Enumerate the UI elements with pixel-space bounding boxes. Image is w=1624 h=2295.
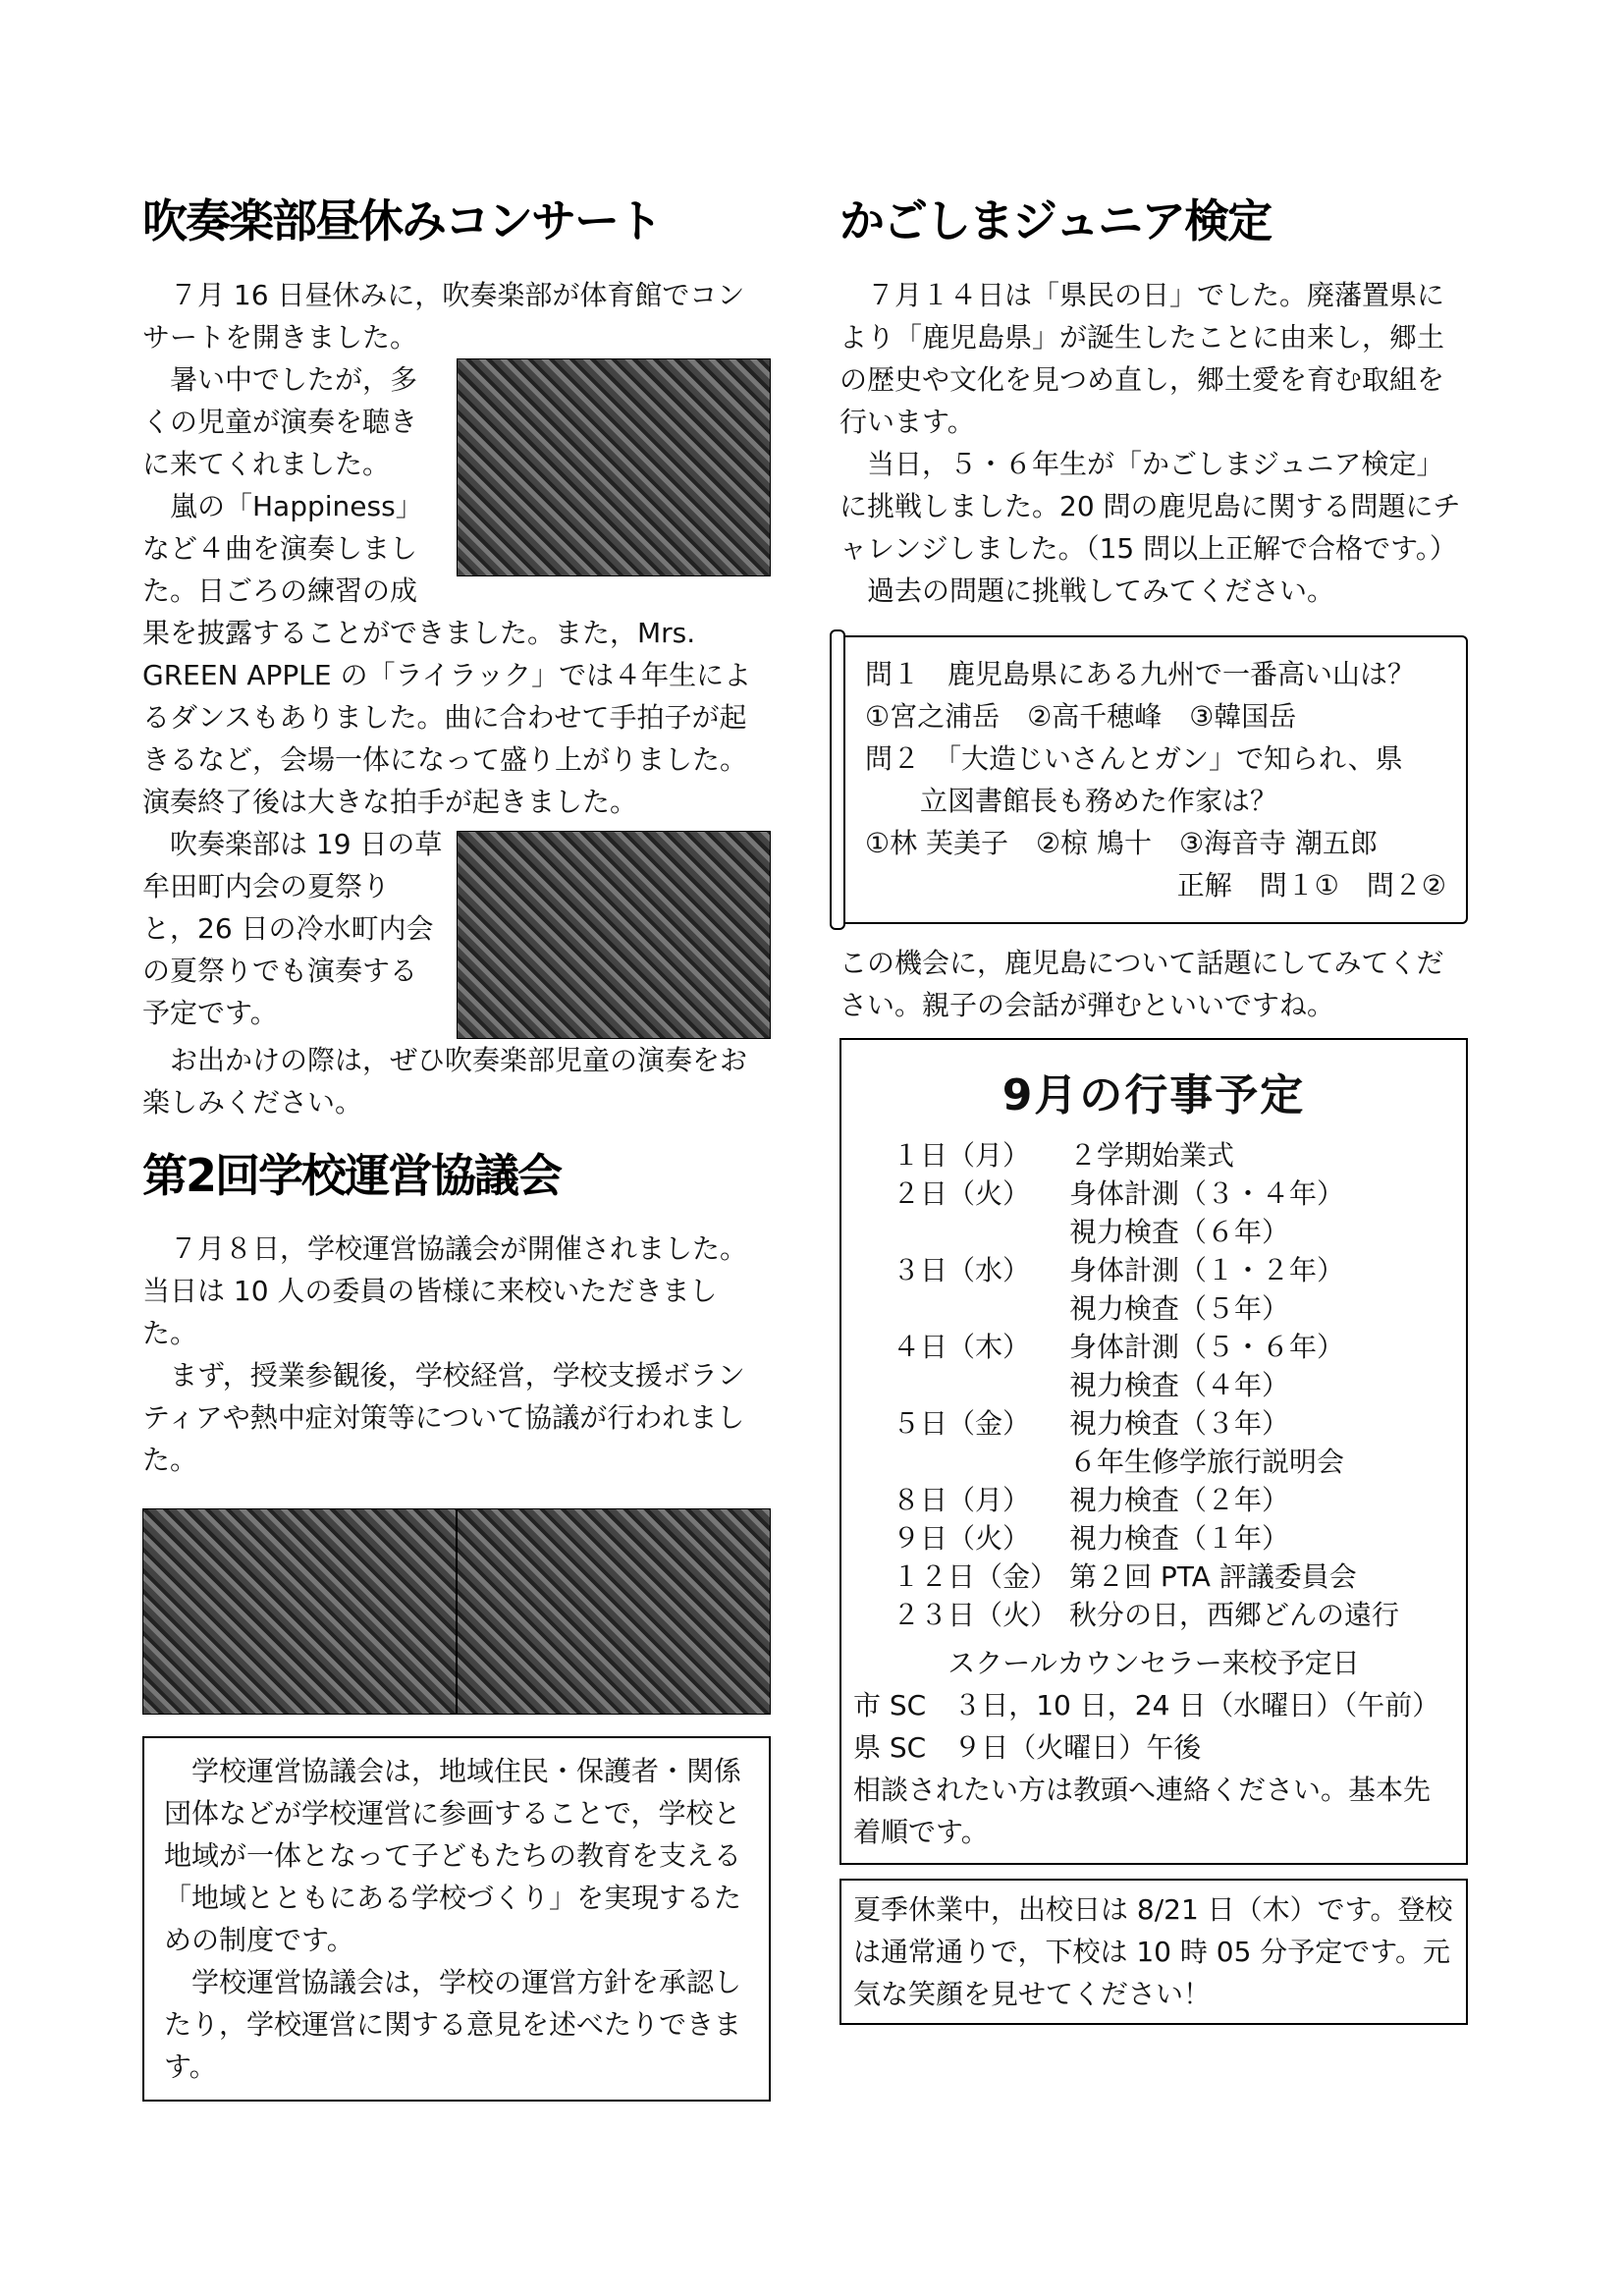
summer-box — [839, 1879, 1468, 2025]
junior-body — [839, 274, 1468, 612]
quiz-q2-options: ①林 芙美子 ②椋 鳩十 ③海音寺 潮五郎 — [865, 826, 1379, 859]
schedule-row — [853, 1519, 1454, 1557]
schedule-list — [853, 1136, 1454, 1634]
schedule-title: 9月の行事予定 — [1001, 1069, 1306, 1120]
junior-title: かごしまジュニア検定 — [839, 194, 1272, 247]
council-info-box — [142, 1736, 771, 2102]
quiz-q2-cont: 立図書館長も務めた作家は？ — [920, 784, 1278, 817]
council-photo-1 — [142, 1508, 457, 1715]
schedule-row — [853, 1557, 1454, 1596]
schedule-row — [853, 1366, 1454, 1404]
schedule-row — [853, 1175, 1454, 1213]
schedule-event: 身体計測（１・２年） — [1069, 1253, 1345, 1286]
schedule-row — [853, 1443, 1454, 1481]
council-photos — [142, 1508, 771, 1715]
sc-city: 市 SC ３日，10 日，24 日（水曜日）（午前） — [853, 1688, 1440, 1721]
concert-p2: 暑い中でしたが，多くの児童が演奏を聴きに来てくれました。 — [142, 362, 418, 480]
concert-photo-2 — [457, 831, 771, 1039]
summer-note: 夏季休業中，出校日は 8/21 日（木）です。登校は通常通りで，下校は 10 時 05 分予定です。元気な笑顔を見せてください！ — [853, 1892, 1453, 2010]
left-column — [142, 196, 771, 2102]
quiz-q2: 問２ 「大造じいさんとガン」で知られ、県 — [865, 741, 1403, 775]
sc-pref: 県 SC ９日（火曜日）午後 — [853, 1730, 1202, 1764]
schedule-event: 視力検査（１年） — [1069, 1521, 1290, 1555]
schedule-event: ２学期始業式 — [1069, 1138, 1235, 1172]
schedule-day: ２３日（火） — [893, 1598, 1058, 1631]
concert-photo-1 — [457, 358, 771, 576]
concert-p1: ７月 16 日昼休みに，吹奏楽部が体育館でコンサートを開きました。 — [142, 278, 745, 354]
sc-note: 相談されたい方は教頭へ連絡ください。基本先着順です。 — [853, 1773, 1432, 1848]
schedule-row — [853, 1251, 1454, 1289]
schedule-day — [853, 1289, 1069, 1328]
concert-title: 吹奏楽部昼休みコンサート — [142, 194, 661, 247]
quiz-box — [839, 635, 1468, 924]
schedule-row — [853, 1404, 1454, 1443]
schedule-event: 視力検査（５年） — [1069, 1291, 1290, 1325]
schedule-row — [853, 1213, 1454, 1251]
quiz-q1: 問１ 鹿児島県にある九州で一番高い山は？ — [865, 657, 1416, 690]
junior-p3: 過去の問題に挑戦してみてください。 — [867, 574, 1335, 607]
schedule-event: 視力検査（２年） — [1069, 1483, 1290, 1516]
schedule-event: ６年生修学旅行説明会 — [1069, 1445, 1345, 1478]
schedule-day: １２日（金） — [893, 1559, 1058, 1593]
concert-p3: 嵐の「Happiness」など４曲を演奏しました。日ごろの練習の成果を披露することができました。また，Mrs. GREEN APPLE の「ライラック」では４年生によるダンスもありました。曲に合わせて手拍子が起きるなど，会場一体になって盛り上がりました。演奏終了後は大きな拍手が起きました。 — [142, 489, 752, 818]
schedule-day: ３日（水） — [893, 1253, 1031, 1286]
quiz-q1-options: ①宮之浦岳 ②高千穂峰 ③韓国岳 — [865, 699, 1297, 733]
schedule-row — [853, 1596, 1454, 1634]
schedule-event: 身体計測（３・４年） — [1069, 1176, 1345, 1210]
schedule-day — [853, 1443, 1069, 1481]
schedule-row — [853, 1328, 1454, 1366]
council-title: 第2回学校運営協議会 — [142, 1148, 562, 1202]
schedule-row — [853, 1481, 1454, 1519]
schedule-day: ４日（木） — [893, 1330, 1031, 1363]
concert-body — [142, 274, 771, 1123]
right-column — [839, 196, 1468, 2025]
junior-p2: 当日，５・６年生が「かごしまジュニア検定」に挑戦しました。20 問の鹿児島に関する問題にチャレンジしました。（15 問以上正解で合格です。） — [839, 447, 1461, 565]
schedule-day — [853, 1213, 1069, 1251]
schedule-box — [839, 1038, 1468, 1865]
schedule-event: 視力検査（６年） — [1069, 1215, 1290, 1248]
sc-title: スクールカウンセラー来校予定日 — [947, 1646, 1360, 1679]
council-photo-2 — [457, 1508, 771, 1715]
schedule-day: ９日（火） — [893, 1521, 1031, 1555]
schedule-row — [853, 1136, 1454, 1175]
council-p1: ７月８日，学校運営協議会が開催されました。当日は 10 人の委員の皆様に来校いただきました。 — [142, 1232, 748, 1350]
schedule-event: 第２回 PTA 評議委員会 — [1069, 1559, 1357, 1593]
schedule-event: 視力検査（４年） — [1069, 1368, 1290, 1401]
schedule-day: １日（月） — [893, 1138, 1031, 1172]
schedule-event: 身体計測（５・６年） — [1069, 1330, 1345, 1363]
schedule-day: ２日（火） — [893, 1176, 1031, 1210]
concert-p4: 吹奏楽部は 19 日の草牟田町内会の夏祭りと，26 日の冷水町内会の夏祭りでも演奏する予定です。 — [142, 827, 443, 1029]
council-p2: まず，授業参観後，学校経営，学校支援ボランティアや熱中症対策等について協議が行われました。 — [142, 1359, 745, 1477]
council-box-p2: 学校運営協議会は，学校の運営方針を承認したり，学校運営に関する意見を述べたりできます。 — [164, 1966, 742, 2084]
council-body — [142, 1228, 771, 1481]
junior-p1: ７月１４日は「県民の日」でした。廃藩置県により「鹿児島県」が誕生したことに由来し，郷土の歴史や文化を見つめ直し，郷土愛を育む取組を行います。 — [839, 278, 1445, 438]
schedule-event: 視力検査（３年） — [1069, 1406, 1290, 1440]
council-box-p1: 学校運営協議会は，地域住民・保護者・関係団体などが学校運営に参画することで，学校と地域が一体となって子どもたちの教育を支える「地域とともにある学校づくり」を実現するための制度です。 — [164, 1755, 742, 1957]
schedule-day: ８日（月） — [893, 1483, 1031, 1516]
schedule-day — [853, 1366, 1069, 1404]
schedule-event: 秋分の日，西郷どんの遠行 — [1069, 1598, 1400, 1631]
concert-p5: お出かけの際は，ぜひ吹奏楽部児童の演奏をお楽しみください。 — [142, 1043, 748, 1119]
schedule-day: ５日（金） — [893, 1406, 1031, 1440]
schedule-row — [853, 1289, 1454, 1328]
junior-after: この機会に，鹿児島について話題にしてみてください。親子の会話が弾むといいですね。 — [839, 946, 1444, 1021]
quiz-answer: 正解 問１① 問２② — [1176, 868, 1446, 902]
